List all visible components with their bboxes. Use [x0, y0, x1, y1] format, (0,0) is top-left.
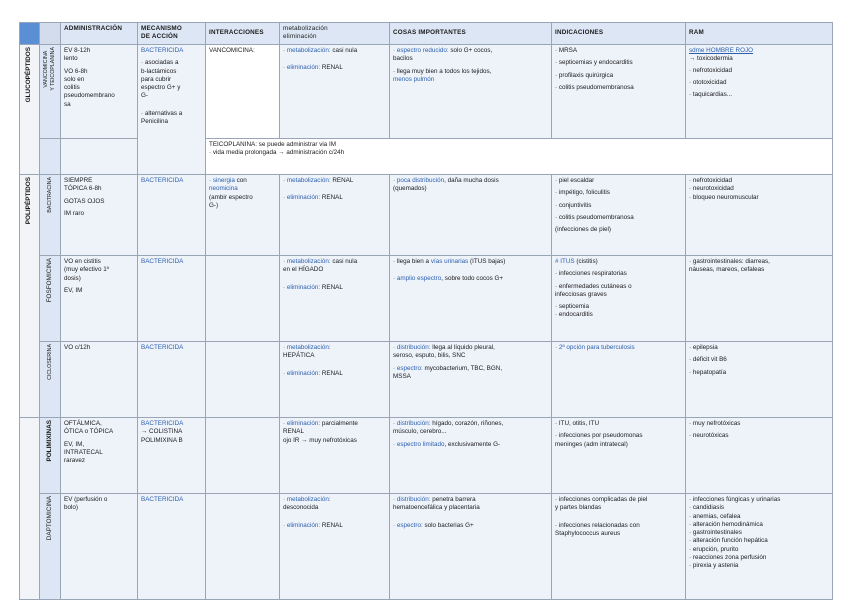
- header-ram: RAM: [686, 23, 833, 45]
- drug-polimixinas: POLIMIXINAS: [40, 418, 61, 494]
- header-cosas: COSAS IMPORTANTES: [390, 23, 552, 45]
- cosas-cell: · distribución: llega al líquido pleural, seroso, esputo, bilis, SNC · espectro: mycobacterium, TBC, BGN, MSSA: [390, 342, 552, 418]
- indicaciones-cell: · piel escaldar · impétigo, foliculitis · conjuntivitis · colitis pseudomembranosa (infecciones de piel): [552, 175, 686, 256]
- cosas-cell: · distribución: hígado, corazón, riñones, músculo, cerebro... · espectro limitado, exclusivamente G-: [390, 418, 552, 494]
- header-corner: [20, 23, 40, 45]
- header-indicaciones: INDICACIONES: [552, 23, 686, 45]
- drug-teicoplanina-spacer: [40, 139, 61, 175]
- mecanismo-cell: BACTERICIDA: [138, 175, 206, 256]
- ram-cell: sdme HOMBRE ROJO → toxicodermia · nefrotoxicidad · ototoxicidad · taquicardias...: [686, 45, 833, 139]
- indicaciones-cell: · MRSA · septicemias y endocarditis · profilaxis quirúrgica · colitis pseudomembranosa: [552, 45, 686, 139]
- ram-cell: · infecciones fúngicas y urinarias · candidiasis · anemias, cefalea · alteración hemodinámica · gastrointestinales · alteración función hepática · erupción, prurito · reacciones zona perfusión · pirexia y astenia: [686, 494, 833, 600]
- metabolizacion-cell: · metabolización: casi nula en el HÍGADO · eliminación: RENAL: [280, 256, 390, 342]
- family-polipeptidos: POLIPÉPTIDOS: [20, 175, 40, 418]
- mecanismo-cell: BACTERICIDA: [138, 342, 206, 418]
- metabolizacion-cell: · metabolización: HEPÁTICA · eliminación: RENAL: [280, 342, 390, 418]
- indicaciones-cell: · ITU, otitis, ITU · infecciones por pseudomonas meninges (adm intratecal): [552, 418, 686, 494]
- header-administracion: ADMINISTRACIÓN: [61, 23, 138, 45]
- cosas-cell: · espectro reducido: solo G+ cocos, bacilos · llega muy bien a todos los tejidos, menos pulmón: [390, 45, 552, 139]
- indicaciones-cell: # ITUS (cistitis) · infecciones respiratorias · enfermedades cutáneas o infecciosas graves · septicemia · endocarditis: [552, 256, 686, 342]
- family-glucopeptidos: GLUCOPÉPTIDOS: [20, 45, 40, 175]
- drug-bacitracina: BACITRACINA: [40, 175, 61, 256]
- ram-cell: · epilepsia · déficit vit B6 · hepatopatía: [686, 342, 833, 418]
- metabolizacion-cell: · eliminación: parcialmente RENAL ojo IR → muy nefrotóxicas: [280, 418, 390, 494]
- row-daptomicina: [20, 494, 833, 600]
- drug-vancomicina: VANCOMICINA Y TEICOPLANINA: [40, 45, 61, 139]
- ram-cell: · muy nefrotóxicas · neurotóxicas: [686, 418, 833, 494]
- header-metabolizacion: metabolización eliminación: [280, 23, 390, 45]
- header-interacciones: INTERACCIONES: [206, 23, 280, 45]
- metabolizacion-cell: · metabolización: RENAL · eliminación: RENAL: [280, 175, 390, 256]
- row-polimixinas: [20, 418, 833, 494]
- interacciones-cell: · sinergia con neomicina (ambir espectro G-): [206, 175, 280, 256]
- header-row: [20, 23, 833, 45]
- indicaciones-cell: · infecciones complicadas de piel y partes blandas · infecciones relacionadas con Staphylococcus aureus: [552, 494, 686, 600]
- interacciones-cell: [206, 418, 280, 494]
- header-mecanismo: MECANISMO DE ACCIÓN: [138, 23, 206, 45]
- mecanismo-cell: BACTERICIDA · asociadas a b-lactámicos para cubrir espectro G+ y G- · alternativas a Penicilina: [138, 45, 206, 175]
- interacciones-cell: VANCOMICINA:: [206, 45, 280, 139]
- teicoplanina-cell: TEICOPLANINA: se puede administrar via IM · vida media prolongada → administración c/24h: [206, 139, 833, 175]
- interacciones-cell: [206, 256, 280, 342]
- mecanismo-cell: BACTERICIDA → COLISTINA POLIMIXINA B: [138, 418, 206, 494]
- interacciones-cell: [206, 494, 280, 600]
- cosas-cell: · llega bien a vías urinarias (ITUS bajas) · amplio espectro, sobre todo cocos G+: [390, 256, 552, 342]
- cosas-cell: · distribución: penetra barrera hematoencefálica y placentaria · espectro: solo bacterias G+: [390, 494, 552, 600]
- row-cicloserina: [20, 342, 833, 418]
- admin-cell: VO c/12h: [61, 342, 138, 418]
- metabolizacion-cell: · metabolización: casi nula · eliminación: RENAL: [280, 45, 390, 139]
- admin-cell: VO en cistitis (muy efectivo 1º dosis) EV, IM: [61, 256, 138, 342]
- interacciones-cell: [206, 342, 280, 418]
- metabolizacion-cell: · metabolización: desconocida · eliminación: RENAL: [280, 494, 390, 600]
- antibiotics-table: [19, 22, 833, 600]
- mecanismo-cell: BACTERICIDA: [138, 256, 206, 342]
- admin-cell: SIEMPRE TÓPICA 6-8h GOTAS OJOS IM raro: [61, 175, 138, 256]
- drug-daptomicina: DAPTOMICINA: [40, 494, 61, 600]
- ram-cell: · nefrotoxicidad · neurotoxicidad · bloqueo neuromuscular: [686, 175, 833, 256]
- admin-cell: OFTÁLMICA, ÓTICA o TÓPICA EV, IM, INTRATECAL raravez: [61, 418, 138, 494]
- indicaciones-cell: · 2ª opción para tuberculosis: [552, 342, 686, 418]
- drug-fosfomicina: FOSFOMICINA: [40, 256, 61, 342]
- mecanismo-cell: BACTERICIDA: [138, 494, 206, 600]
- row-fosfomicina: [20, 256, 833, 342]
- admin-cell: EV (perfusión o bolo): [61, 494, 138, 600]
- cosas-cell: · poca distribución, daña mucha dosis (quemados): [390, 175, 552, 256]
- row-vancomicina: [20, 45, 833, 139]
- admin-cell-empty: [61, 139, 138, 175]
- row-bacitracina: [20, 175, 833, 256]
- drug-cicloserina: CICLOSERINA: [40, 342, 61, 418]
- admin-cell: EV 8-12h lento VO 6-8h solo en colitis pseudomembrano sa: [61, 45, 138, 139]
- header-corner-2: [40, 23, 61, 45]
- ram-cell: · gastrointestinales: diarreas, náuseas, mareos, cefaleas: [686, 256, 833, 342]
- family-spacer: [20, 418, 40, 600]
